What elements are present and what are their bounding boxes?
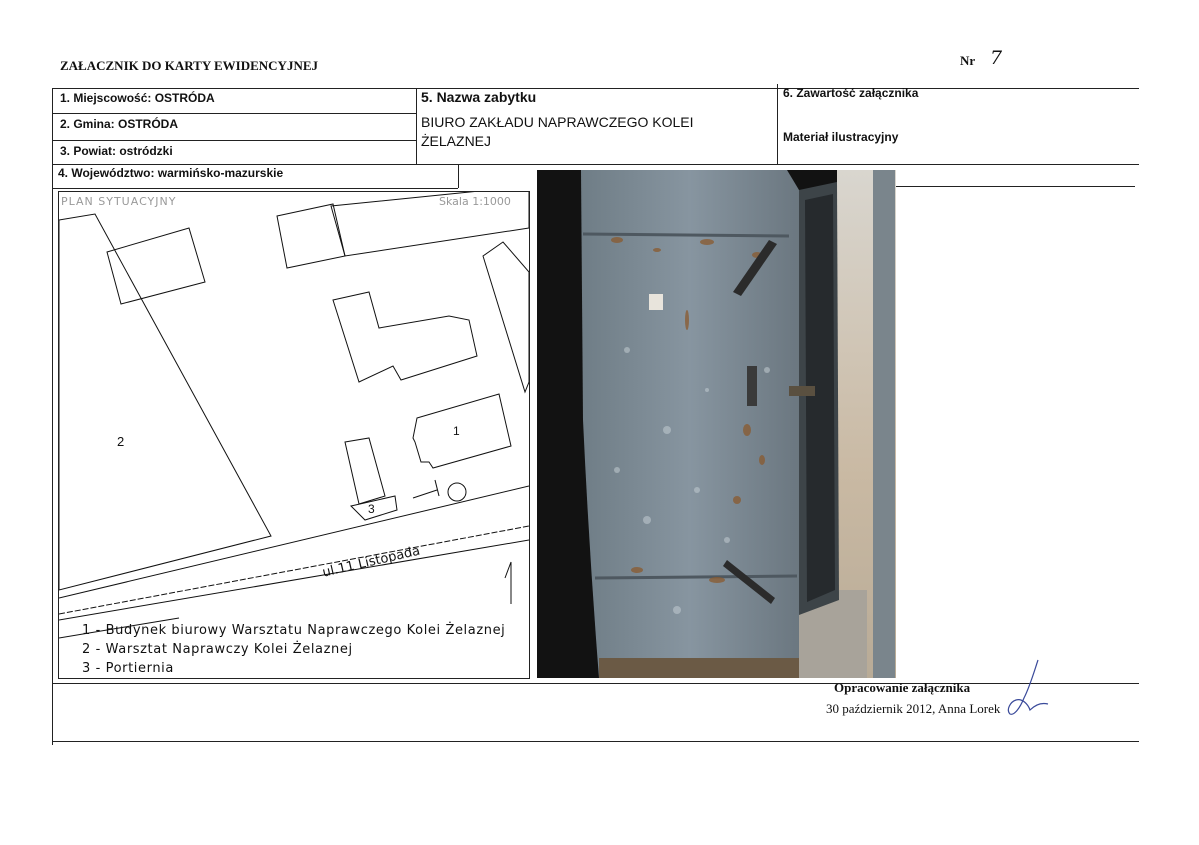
- footer-author-line: 30 październik 2012, Anna Lorek: [826, 701, 1001, 716]
- field-zawartosc-value: Materiał ilustracyjny: [783, 130, 899, 144]
- field-nazwa-label: 5. Nazwa zabytku: [421, 89, 537, 105]
- building-label-1: 1: [453, 424, 460, 438]
- building-label-3: 3: [368, 502, 375, 516]
- street-edge-north: [59, 486, 529, 598]
- field-powiat: 3. Powiat: ostródzki: [60, 144, 173, 158]
- street-label: ul.11 Listopada: [321, 543, 422, 581]
- document-title: ZAŁACZNIK DO KARTY EWIDENCYJNEJ: [60, 58, 319, 73]
- field-gmina: 2. Gmina: OSTRÓDA: [60, 117, 179, 131]
- door-photo: [537, 170, 896, 678]
- field-miejscowosc: 1. Miejscowość: OSTRÓDA: [60, 91, 215, 105]
- number-label: Nr: [960, 53, 976, 68]
- plan-scale: Skala 1:1000: [439, 195, 511, 208]
- plan-title: PLAN SYTUACYJNY: [61, 195, 177, 208]
- number-value: 7: [990, 47, 1003, 69]
- building-annex: [107, 228, 205, 304]
- building-label-2: 2: [117, 434, 125, 449]
- building-1-outline: [413, 394, 511, 468]
- signature: [1004, 658, 1054, 720]
- field-nazwa-value-line2: ŻELAZNEJ: [421, 133, 492, 149]
- building-l-shape: [333, 292, 477, 382]
- field-zawartosc-label: 6. Zawartość załącznika: [783, 86, 919, 100]
- round-feature: [448, 483, 466, 501]
- building-2-outline: [59, 214, 271, 590]
- legend-item-3: 3 - Portiernia: [82, 661, 174, 676]
- footer-heading: Opracowanie załącznika: [834, 680, 971, 695]
- legend-item-2: 2 - Warsztat Naprawczy Kolei Żelaznej: [82, 642, 353, 657]
- street-edge-south: [59, 526, 529, 614]
- field-nazwa-value-line1: BIURO ZAKŁADU NAPRAWCZEGO KOLEI: [421, 114, 694, 130]
- building-top-a: [277, 204, 345, 268]
- building-small-near-1: [345, 438, 385, 504]
- field-wojewodztwo: 4. Województwo: warmińsko-mazurskie: [58, 166, 284, 180]
- legend-item-1: 1 - Budynek biurowy Warsztatu Naprawczego Kolei Żelaznej: [82, 623, 506, 638]
- building-right-strip: [483, 242, 529, 392]
- site-plan: [58, 191, 530, 679]
